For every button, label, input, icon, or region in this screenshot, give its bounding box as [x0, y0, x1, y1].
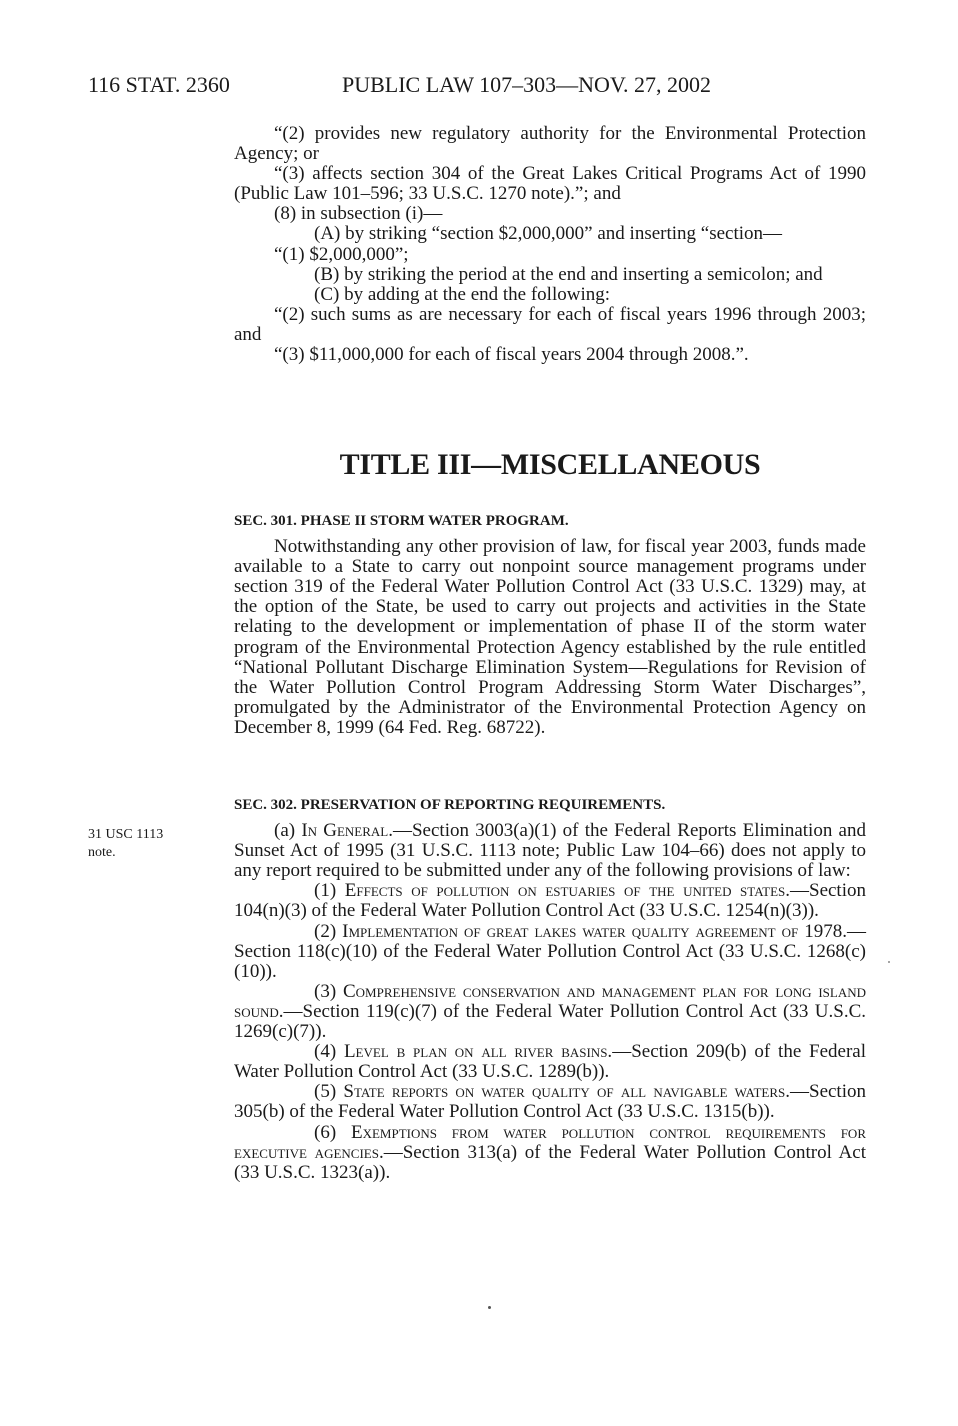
item-text: —Section 119(c)(7) of the Federal Water Pollution Control Act (33 U.S.C. 1269(c)(7)).	[234, 1000, 866, 1043]
paragraph: (A) by striking “section $2,000,000” and inserting “section—	[314, 223, 783, 245]
list-item	[234, 922, 866, 982]
section-302	[234, 795, 866, 1183]
section-301	[234, 511, 866, 738]
paragraph: “(3) affects section 304 of the Great Lakes Critical Programs Act of 1990 (Public Law 101–596; 33 U.S.C. 1270 note).”; and	[234, 163, 866, 205]
title-heading: TITLE III—MISCELLANEOUS	[339, 448, 761, 481]
scan-speck	[888, 961, 890, 963]
item-number: (6)	[314, 1121, 351, 1143]
list-item	[234, 881, 866, 921]
running-head: PUBLIC LAW 107–303—NOV. 27, 2002	[342, 72, 711, 97]
paragraph: (C) by adding at the end the following:	[314, 283, 611, 305]
item-caption: Implementation of great lakes water quality agreement of 1978.	[342, 920, 848, 942]
page-header	[88, 72, 868, 98]
scan-speck	[488, 1306, 491, 1309]
paragraph: “(2) provides new regulatory authority for the Environmental Protection Agency; or	[234, 123, 866, 165]
item-text: —Section 118(c)(10) of the Federal Water Pollution Control Act (33 U.S.C. 1268(c)(10)).	[234, 920, 867, 982]
item-number: (3)	[314, 980, 343, 1002]
margin-note-suffix: note.	[88, 845, 116, 860]
item-caption: Comprehensive conservation and management plan for long island sound.	[234, 980, 866, 1022]
item-number: (2)	[314, 920, 343, 942]
folio: 116 STAT. 2360	[88, 72, 230, 97]
continued-amendments	[234, 124, 866, 365]
item-caption: State reports on water quality of all navigable waters.	[343, 1081, 790, 1103]
item-text: —Section 305(b) of the Federal Water Pollution Control Act (33 U.S.C. 1315(b)).	[234, 1081, 866, 1123]
paragraph: “(2) such sums as are necessary for each of fiscal years 1996 through 2003; and	[234, 303, 866, 345]
margin-note	[88, 826, 208, 862]
item-number: (5)	[314, 1081, 344, 1103]
item-caption: Level b plan on all river basins.	[343, 1041, 613, 1063]
item-number: (4)	[314, 1041, 344, 1063]
subsection-caption: In General.	[301, 820, 393, 842]
item-number: (1)	[314, 880, 345, 902]
list-item	[234, 1123, 866, 1183]
subsection-label: (a)	[274, 820, 302, 842]
item-caption: Effects of pollution on estuaries of the united states.	[344, 880, 790, 902]
item-text: —Section 104(n)(3) of the Federal Water Pollution Control Act (33 U.S.C. 1254(n)(3)).	[234, 880, 866, 922]
paragraph: “(1) $2,000,000”;	[274, 243, 409, 265]
subsection-text: —Section 3003(a)(1) of the Federal Reports Elimination and Sunset Act of 1995 (31 U.S.C. 1113 note; Public Law 104–66) does not apply to any report required to be submitted under any of the following provisions of law:	[234, 820, 866, 882]
section-heading: SEC. 301. PHASE II STORM WATER PROGRAM.	[234, 513, 569, 529]
paragraph: (8) in subsection (i)—	[274, 203, 443, 225]
item-caption: Exemptions from water pollution control requirements for executive agencies.	[234, 1121, 866, 1163]
subsection-a	[234, 821, 866, 881]
margin-note-citation: 31 USC 1113	[88, 827, 164, 842]
paragraph: (B) by striking the period at the end and inserting a semicolon; and	[314, 263, 823, 285]
list-item	[234, 982, 866, 1042]
item-text: —Section 313(a) of the Federal Water Pollution Control Act (33 U.S.C. 1323(a)).	[234, 1141, 866, 1183]
list-item	[234, 1082, 866, 1122]
list-item	[234, 1042, 866, 1082]
section-heading: SEC. 302. PRESERVATION OF REPORTING REQUIREMENTS.	[234, 797, 666, 813]
paragraph: “(3) $11,000,000 for each of fiscal years 2004 through 2008.”.	[274, 344, 749, 366]
section-body: Notwithstanding any other provision of law, for fiscal year 2003, funds made available to a State to carry out nonpoint source management programs under section 319 of the Federal Water Pollution Control Act (33 U.S.C. 1329) may, at the option of the State, be used to carry out projects and activities in the State relating to the development or implementation of phase II of the storm water program of the Environmental Protection Agency established by the rule entitled “National Pollutant Discharge Elimination System—Regulations for Revision of the Water Pollution Control Program Addressing Storm Water Discharges”, promulgated by the Administrator of the Environmental Protection Agency on December 8, 1999 (64 Fed. Reg. 68722).	[234, 536, 866, 738]
item-text: —Section 209(b) of the Federal Water Pollution Control Act (33 U.S.C. 1289(b)).	[234, 1041, 867, 1083]
